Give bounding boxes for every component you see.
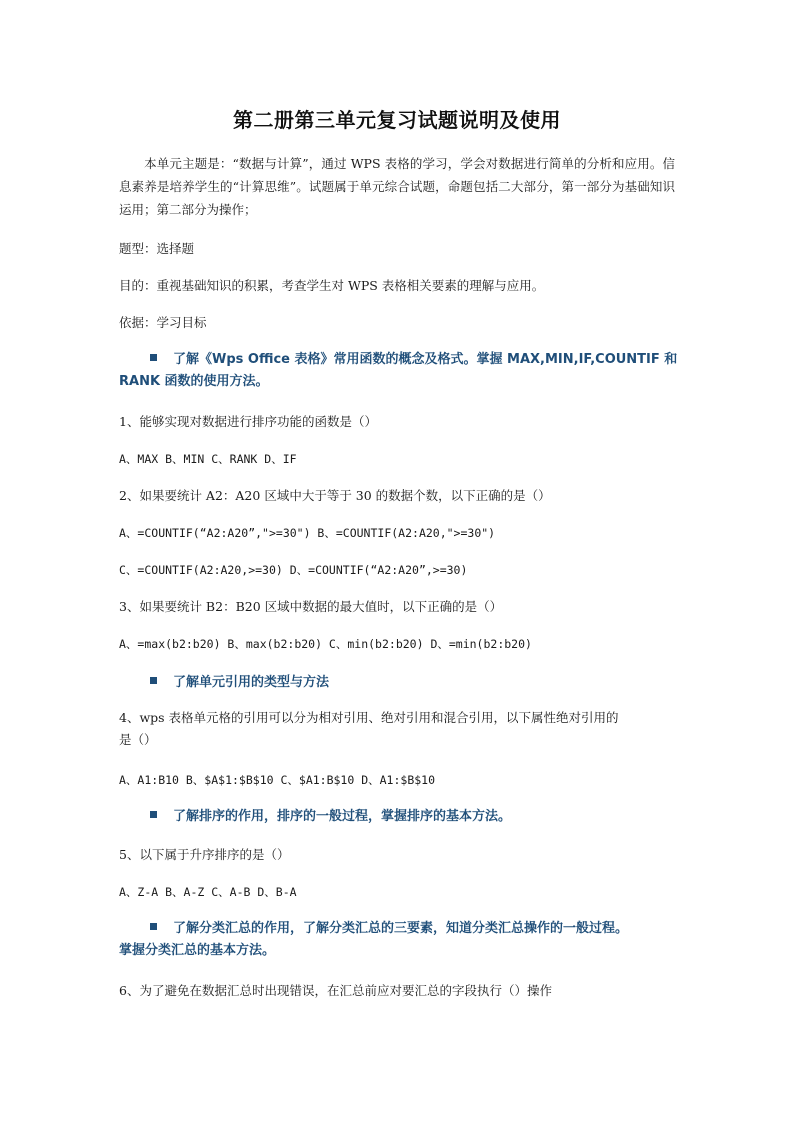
section-heading-subtotal <box>119 918 679 962</box>
question-1-options: A、MAX B、MIN C、RANK D、IF <box>119 452 297 466</box>
section-heading-functions <box>119 349 679 393</box>
section-heading-sorting-text: 了解排序的作用，排序的一般过程，掌握排序的基本方法。 <box>173 809 512 824</box>
intro-paragraph <box>119 152 675 221</box>
question-4-line2: 是（） <box>119 732 157 747</box>
question-4-line1: 4、wps 表格单元格的引用可以分为相对引用、绝对引用和混合引用，以下属性绝对引用的 <box>119 710 619 725</box>
question-3-options: A、=max(b2:b20) B、max(b2:b20) C、min(b2:b20) D、=min(b2:b20) <box>119 637 532 651</box>
basis-line: 依据：学习目标 <box>119 315 207 330</box>
question-6: 6、为了避免在数据汇总时出现错误，在汇总前应对要汇总的字段执行（）操作 <box>119 983 552 998</box>
section-heading-subtotal-line1: 了解分类汇总的作用，了解分类汇总的三要素，知道分类汇总操作的一般过程。 <box>173 921 629 936</box>
question-2-options-ab: A、=COUNTIF(“A2:A20”,">=30") B、=COUNTIF(A2:A20,">=30") <box>119 526 496 540</box>
square-bullet-icon <box>150 811 157 818</box>
section-heading-functions-line1: 了解《Wps Office 表格》常用函数的概念及格式。掌握 MAX,MIN,IF,COUNTIF 和 <box>173 352 678 367</box>
question-5-options: A、Z-A B、A-Z C、A-B D、B-A <box>119 885 297 899</box>
question-5: 5、以下属于升序排序的是（） <box>119 847 290 862</box>
question-3: 3、如果要统计 B2：B20 区域中数据的最大值时，以下正确的是（） <box>119 599 503 614</box>
section-heading-sorting <box>119 806 679 828</box>
square-bullet-icon <box>150 923 157 930</box>
square-bullet-icon <box>150 354 157 361</box>
question-2: 2、如果要统计 A2：A20 区域中大于等于 30 的数据个数，以下正确的是（） <box>119 488 551 503</box>
question-1: 1、能够实现对数据进行排序功能的函数是（） <box>119 414 377 429</box>
square-bullet-icon <box>150 677 157 684</box>
section-heading-cell-reference-text: 了解单元引用的类型与方法 <box>173 675 330 690</box>
section-heading-functions-line2: RANK 函数的使用方法。 <box>119 374 269 389</box>
type-line: 题型：选择题 <box>119 241 195 256</box>
document-title: 第二册第三单元复习试题说明及使用 <box>233 108 561 132</box>
intro-text: 本单元主题是：“数据与计算”，通过 WPS 表格的学习，学会对数据进行简单的分析和应用。信息素养是培养学生的“计算思维”。试题属于单元综合试题，命题包括二大部分，第一部分为基础知识运用；第二部分为操作； <box>119 156 675 217</box>
section-heading-cell-reference <box>119 672 679 694</box>
question-2-options-cd: C、=COUNTIF(A2:A20,>=30) D、=COUNTIF(“A2:A20”,>=30) <box>119 563 468 577</box>
question-4 <box>119 707 675 751</box>
section-heading-subtotal-line2: 掌握分类汇总的基本方法。 <box>119 943 276 958</box>
question-4-options: A、A1:B10 B、$A$1:$B$10 C、$A1:B$10 D、A1:$B$10 <box>119 773 436 787</box>
purpose-line: 目的：重视基础知识的积累，考查学生对 WPS 表格相关要素的理解与应用。 <box>119 278 545 293</box>
